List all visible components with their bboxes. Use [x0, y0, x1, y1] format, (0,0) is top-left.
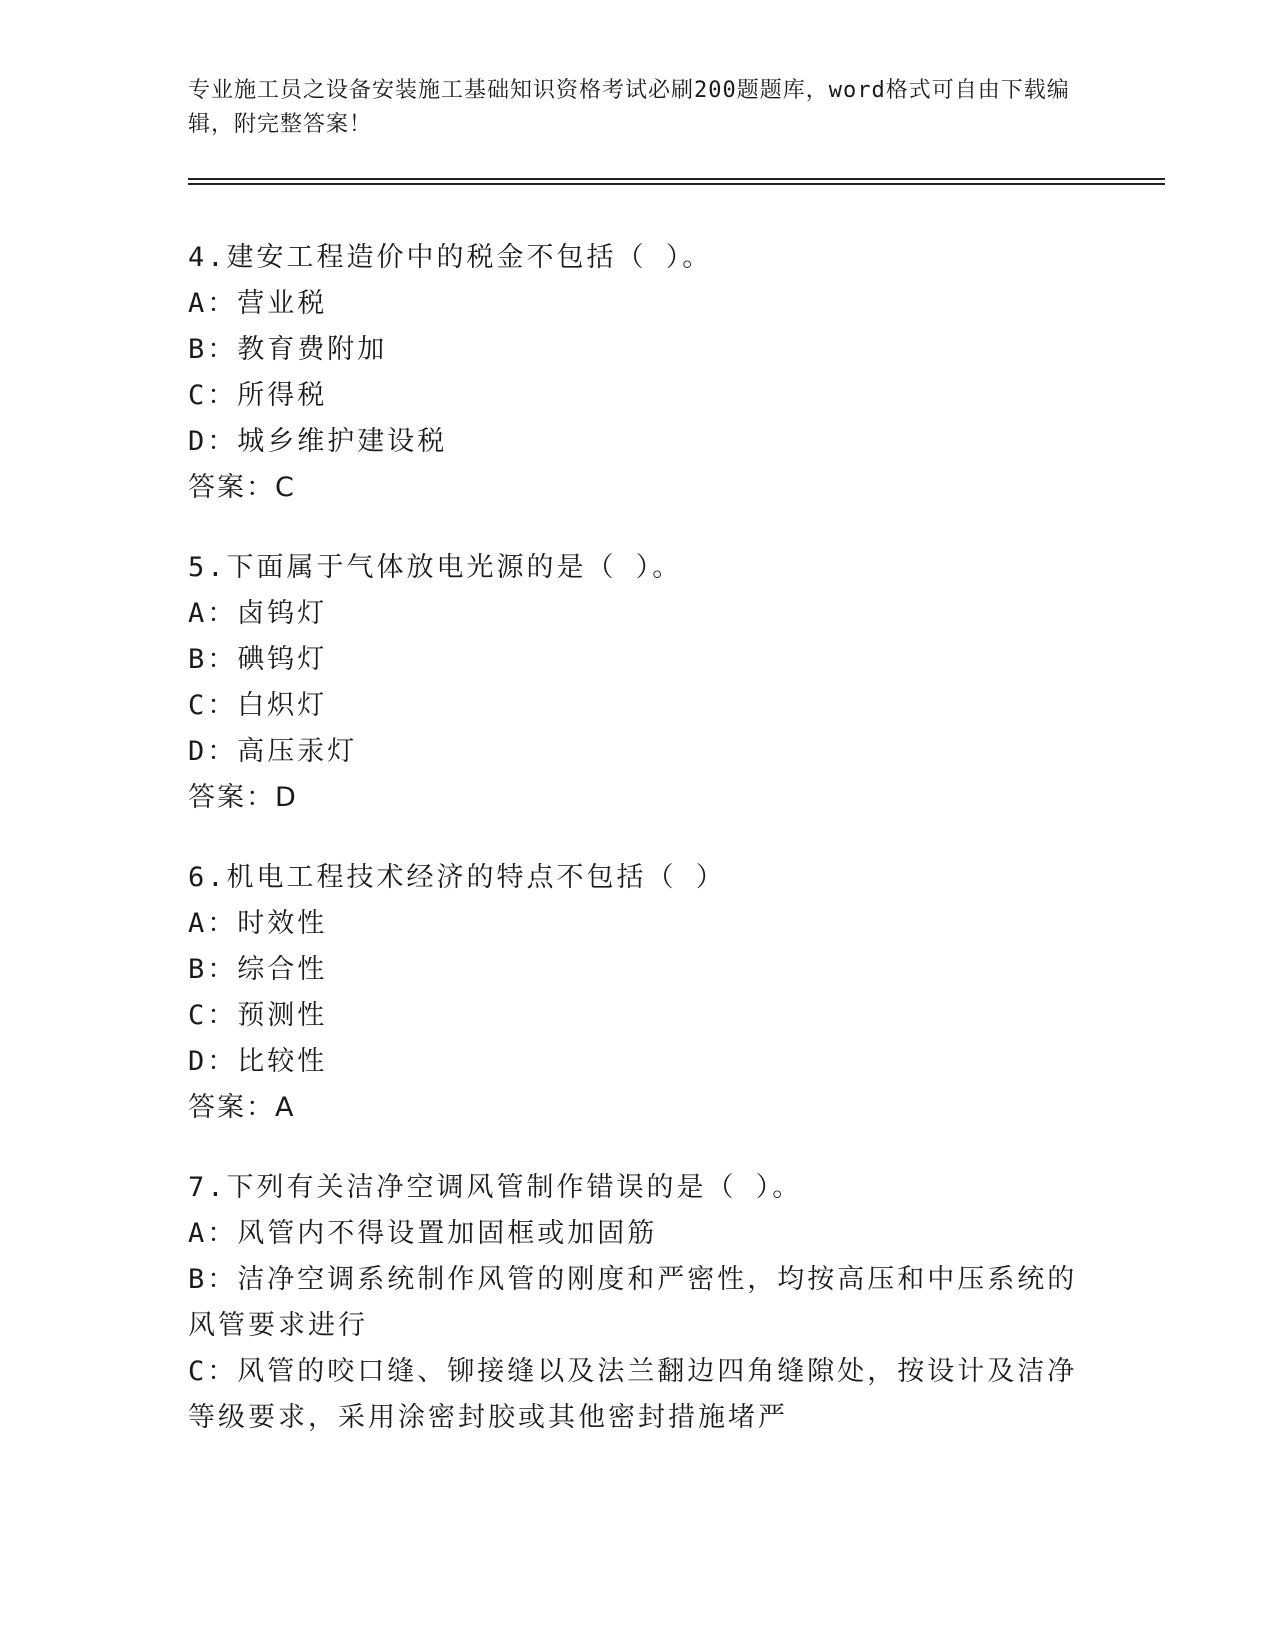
header-intro-text: 专业施工员之设备安装施工基础知识资格考试必刷200题题库，word格式可自由下载编辑，附完整答案！ [188, 78, 1070, 137]
question-7 [188, 1165, 1088, 1441]
question-list [188, 235, 1088, 1475]
option-a: A：风管内不得设置加固框或加固筋 [188, 1218, 658, 1249]
option-d: D：城乡维护建设税 [188, 426, 448, 457]
answer-line: 答案：A [188, 1092, 296, 1123]
answer-line: 答案：C [188, 472, 296, 503]
option-b: B：洁净空调系统制作风管的刚度和严密性，均按高压和中压系统的风管要求进行 [188, 1264, 1078, 1341]
option-c: C：风管的咬口缝、铆接缝以及法兰翻边四角缝隙处，按设计及洁净等级要求，采用涂密封胶或其他密封措施堵严 [188, 1356, 1078, 1433]
option-d: D：高压汞灯 [188, 736, 358, 767]
option-a: A：时效性 [188, 908, 328, 939]
answer-line: 答案：D [188, 782, 298, 813]
option-c: C：预测性 [188, 1000, 328, 1031]
option-d: D：比较性 [188, 1046, 328, 1077]
option-c: C：所得税 [188, 380, 328, 411]
option-a: A：营业税 [188, 288, 328, 319]
question-4 [188, 235, 1088, 511]
header-divider-top [188, 178, 1165, 180]
option-b: B：综合性 [188, 954, 328, 985]
question-title: 4.建安工程造价中的税金不包括（ ）。 [188, 242, 713, 273]
document-header [188, 74, 1088, 142]
option-c: C：白炽灯 [188, 690, 328, 721]
question-title: 6.机电工程技术经济的特点不包括（ ） [188, 862, 726, 893]
question-title: 5.下面属于气体放电光源的是（ ）。 [188, 552, 683, 583]
option-a: A：卤钨灯 [188, 598, 328, 629]
question-5 [188, 545, 1088, 821]
question-6 [188, 855, 1088, 1131]
header-divider-bottom [188, 183, 1165, 185]
option-b: B：教育费附加 [188, 334, 388, 365]
option-b: B：碘钨灯 [188, 644, 328, 675]
question-title: 7.下列有关洁净空调风管制作错误的是（ ）。 [188, 1172, 803, 1203]
